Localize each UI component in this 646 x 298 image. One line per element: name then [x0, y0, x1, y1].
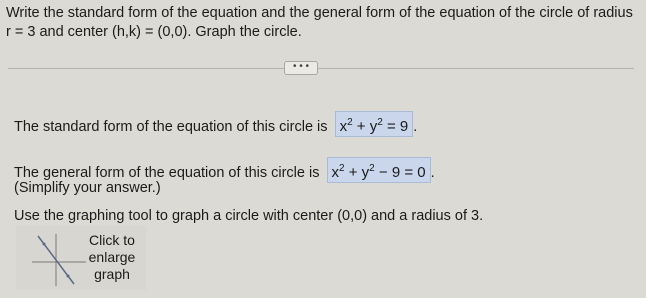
- simplify-note: (Simplify your answer.): [14, 180, 161, 196]
- question-line-1: Write the standard form of the equation and the general form of the equation of the circle of radius: [6, 5, 633, 21]
- general-form-period: .: [430, 165, 435, 181]
- standard-form-label: The standard form of the equation of this circle is: [14, 119, 328, 135]
- section-divider: [8, 68, 634, 69]
- graph-instruction: Use the graphing tool to graph a circle with center (0,0) and a radius of 3.: [14, 208, 484, 224]
- question-line-2: r = 3 and center (h,k) = (0,0). Graph the circle.: [6, 24, 302, 40]
- general-form-label: The general form of the equation of this circle is: [14, 165, 320, 181]
- graph-thumbnail[interactable]: [16, 226, 146, 290]
- standard-form-row: [14, 111, 417, 137]
- expand-more-button[interactable]: • • •: [284, 61, 318, 75]
- graph-thumbnail-label[interactable]: Click to enlarge graph: [88, 232, 136, 282]
- standard-form-answer[interactable]: $x^2 + y^2 = 9$: [335, 111, 414, 137]
- general-form-answer[interactable]: $x^2 + y^2 - 9 = 0$: [327, 157, 431, 183]
- question-text: [6, 4, 638, 42]
- standard-form-period: .: [413, 119, 418, 135]
